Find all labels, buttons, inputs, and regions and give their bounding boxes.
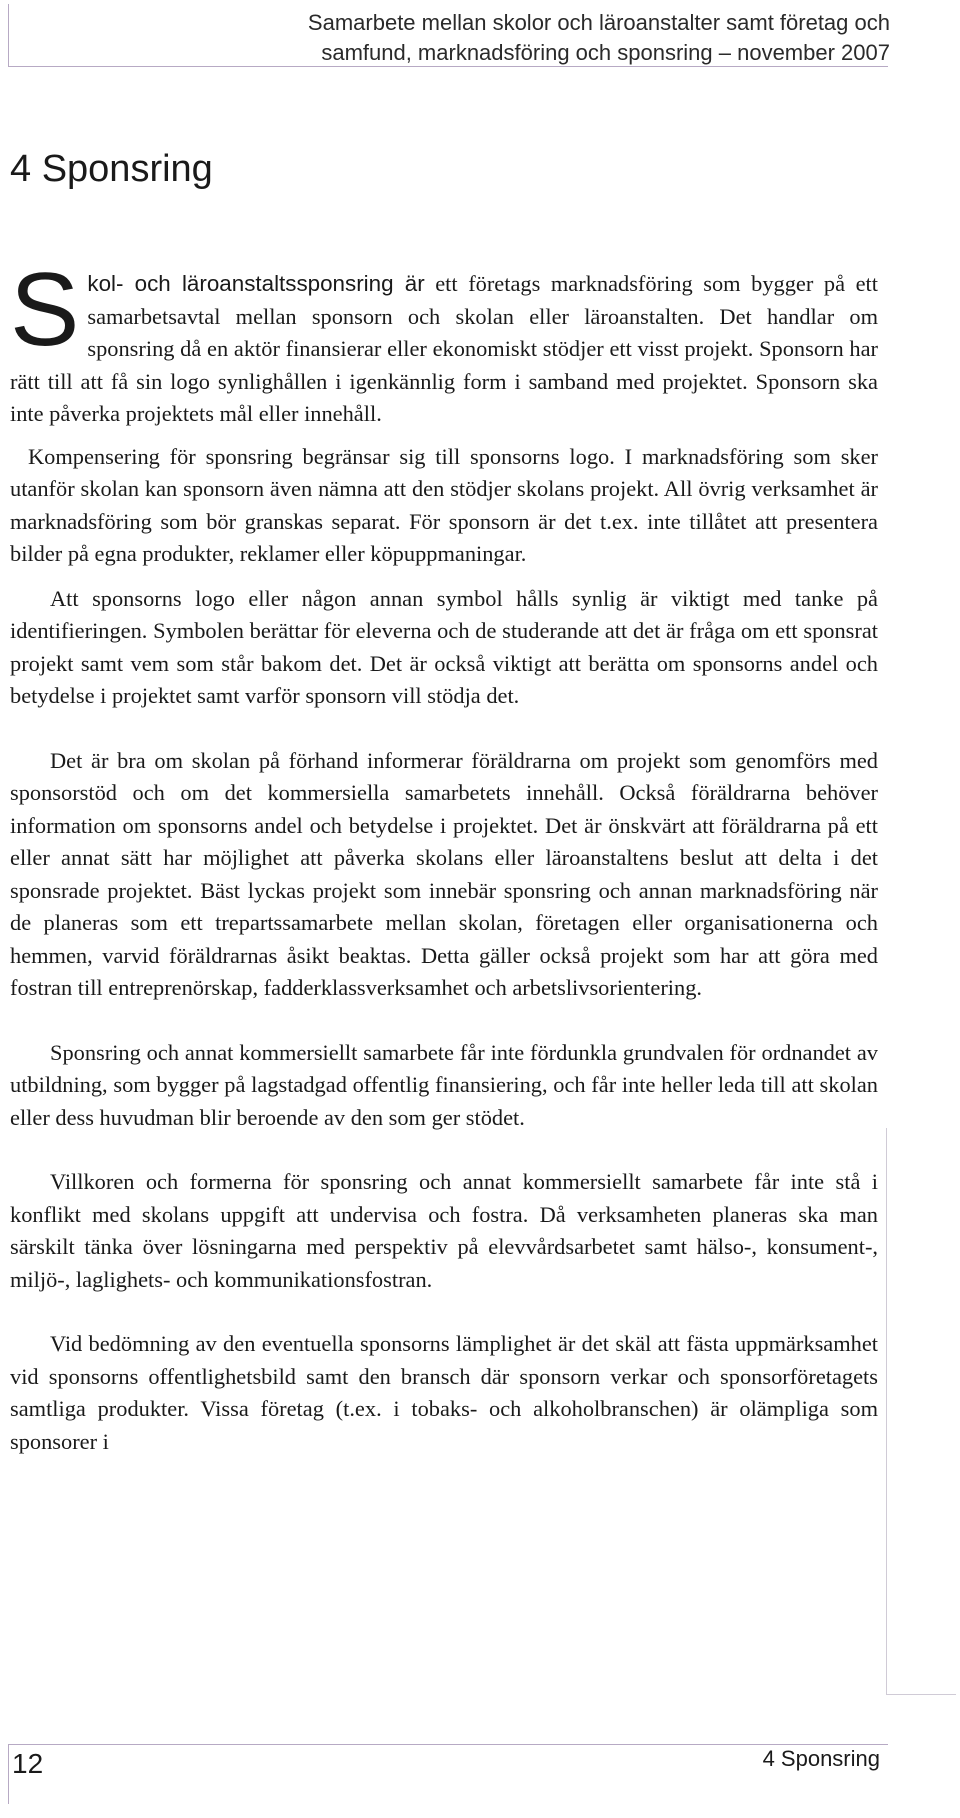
lead-in-text: kol- och läroanstaltssponsring är [87,271,425,296]
paragraph-7: Vid bedömning av den eventuella sponsorns lämplighet är det skäl att fästa uppmärksamhet vid sponsorns offentlighetsbild samt den bransch där sponsorn verkar och sponsorföretagets samtliga produkter. Vissa företag (t.ex. i tobaks- och alkoholbranschen) är olämpliga som sponsorer i [10,1331,878,1454]
chapter-title: 4 Sponsring [10,148,213,190]
page-number: 12 [12,1748,44,1779]
running-footer: 4 Sponsring [762,1746,880,1771]
margin-rule [886,1128,887,1694]
paragraph-2: Kompensering för sponsring begränsar sig till sponsorns logo. I marknadsföring som sker utanför skolan kan sponsorn även nämna att den stödjer skolans projekt. All övrig verksamhet är marknadsföring som bör granskas separat. För sponsorn är det t.ex. inte tillåtet att presentera bilder på egna produkter, reklamer eller köpuppmaningar. [10,443,878,566]
header-left-rule [8,4,9,66]
margin-rule-foot [886,1694,956,1695]
body-text [10,252,878,1458]
header-line-1: Samarbete mellan skolor och läroanstalter samt företag och [307,10,890,35]
paragraph-3: Att sponsorns logo eller någon annan symbol hålls synlig är viktigt med tanke på identifieringen. Symbolen berättar för eleverna och de studerande att det är fråga om ett sponsrat projekt samt vem som står bakom det. Det är också viktigt att berätta om sponsorns andel och betydelse i projektet samt varför sponsorn vill stödja det. [10,585,878,708]
header-line-2: samfund, marknadsföring och sponsring – november 2007 [321,40,890,65]
footer-left-rule [8,1744,9,1804]
paragraph-4: Det är bra om skolan på förhand informerar föräldrarna om projekt som genomförs med sponsorstöd och om det kommersiella samarbetets innehåll. Också föräldrarna behöver information om sponsorns andel och betydelse i projektet. Det är önskvärt att föräldrarna på ett eller annat sätt har möjlighet att påverka skolans eller läroanstaltens beslut att delta i det sponsrade projektet. Bäst lyckas projekt som innebär sponsring och annan marknadsföring när de planeras som ett trepartssamarbete mellan skolan, företagen eller organisationerna och hemmen, varvid föräldrarnas åsikt beaktas. Detta gäller också projekt som har att göra med fostran till entreprenörskap, fadderklassverksamhet och arbetslivsorientering. [10,747,878,1000]
paragraph-1 [10,252,878,431]
paragraph-5: Sponsring och annat kommersiellt samarbete får inte fördunkla grundvalen för ordnandet av utbildning, som bygger på lagstadgad offentlig finansiering, och får inte heller leda till att skolan eller dess huvudman blir beroende av den som ger stödet. [10,1039,878,1130]
footer-rule [8,1744,888,1745]
header-rule [8,66,888,67]
drop-cap: S [10,252,80,368]
paragraph-1-text: ett företags marknadsföring som bygger på ett samarbetsavtal mellan sponsorn och skolan eller läroanstalten. Det handlar om sponsring då en aktör finansierar eller ekonomiskt stödjer ett visst projekt. Sponsorn har rätt till att få sin logo synlighållen i igenkännlig form i samband med projektet. Sponsorn ska inte påverka projektets mål eller innehåll. [10,271,878,426]
paragraph-6: Villkoren och formerna för sponsring och annat kommersiellt samarbete får inte stå i konflikt med skolans uppgift att undervisa och fostra. Då verksamheten planeras ska man särskilt tänka över lösningarna med perspektiv på elevvårdsarbetet samt hälso-, konsument-, miljö-, laglighets- och kommunikationsfostran. [10,1169,878,1292]
running-header [130,8,890,68]
